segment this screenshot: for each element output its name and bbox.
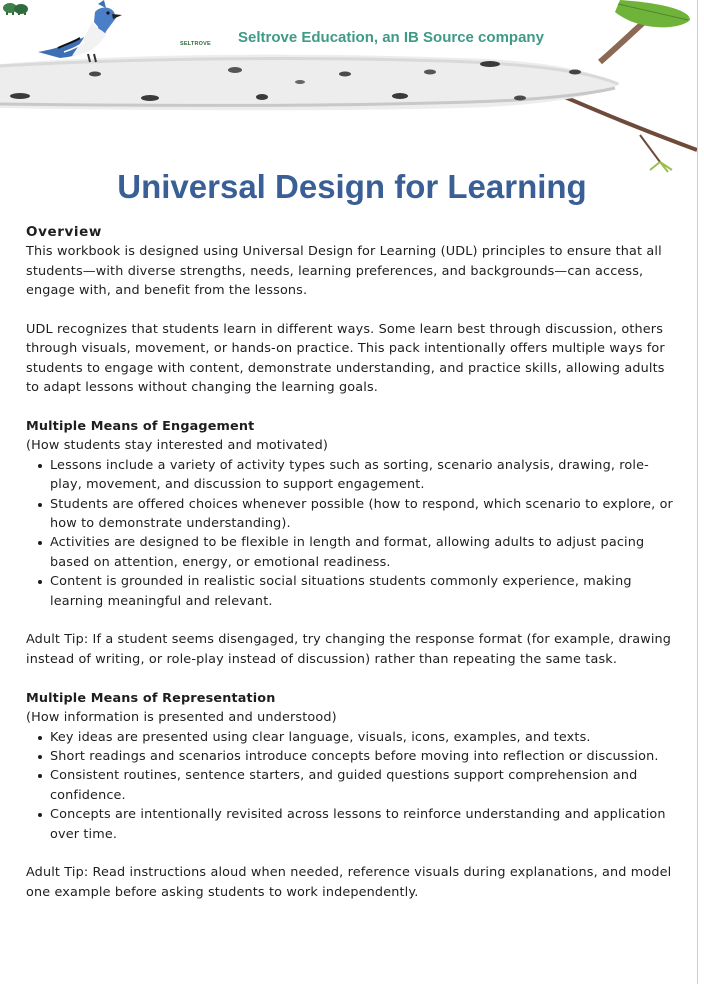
list-item: Consistent routines, sentence starters, and guided questions support comprehension and confidence. [26,766,676,805]
overview-paragraph-1: This workbook is designed using Universal Design for Learning (UDL) principles to ensure that all students—with diverse strengths, needs, learning preferences, and backgrounds—can access, engage with, and benefit from the lessons. [26,244,662,299]
birch-branch-illustration [0,0,697,175]
list-item: Lessons include a variety of activity types such as sorting, scenario analysis, drawing, role-play, movement, and discussion to support engagement. [26,456,676,495]
list-item: Short readings and scenarios introduce concepts before moving into reflection or discussion. [26,747,676,766]
list-item: Key ideas are presented using clear language, visuals, icons, examples, and texts. [26,728,676,747]
representation-heading: Multiple Means of Representation [26,690,276,706]
document-body [26,223,676,902]
overview-heading: Overview [26,224,102,240]
engagement-heading: Multiple Means of Engagement [26,419,255,435]
engagement-list [26,456,676,611]
list-item: Activities are designed to be flexible in length and format, allowing adults to adjust pacing based on attention, energy, or emotional readiness. [26,533,676,572]
blue-jay-bird [38,0,122,62]
company-name: Seltrove Education, an IB Source company [238,29,544,46]
list-item: Content is grounded in realistic social situations students commonly experience, making learning meaningful and relevant. [26,572,676,611]
list-item: Students are offered choices whenever possible (how to respond, which scenario to explore, or how to demonstrate understanding). [26,495,676,534]
engagement-subtitle: (How students stay interested and motivated) [26,438,328,454]
overview-paragraph-2: UDL recognizes that students learn in different ways. Some learn best through discussion, others through visuals, movement, or hands-on practice. This pack intentionally offers multiple ways for students to engage with content, demonstrate understanding, and practice skills, allowing adults to adapt lessons without changing the learning goals. [26,322,665,396]
page-header [0,0,697,175]
seltrove-logo-icon [0,0,34,22]
logo-text: SELTROVE [180,41,211,47]
representation-list [26,728,676,844]
page-title: Universal Design for Learning [117,168,587,205]
list-item: Concepts are intentionally revisited across lessons to reinforce understanding and application over time. [26,805,676,844]
engagement-adult-tip: Adult Tip: If a student seems disengaged, try changing the response format (for example, drawing instead of writing, or role-play instead of discussion) rather than repeating the same task. [26,632,672,667]
representation-subtitle: (How information is presented and understood) [26,710,337,726]
representation-adult-tip: Adult Tip: Read instructions aloud when needed, reference visuals during explanations, and model one example before asking students to work independently. [26,865,672,900]
